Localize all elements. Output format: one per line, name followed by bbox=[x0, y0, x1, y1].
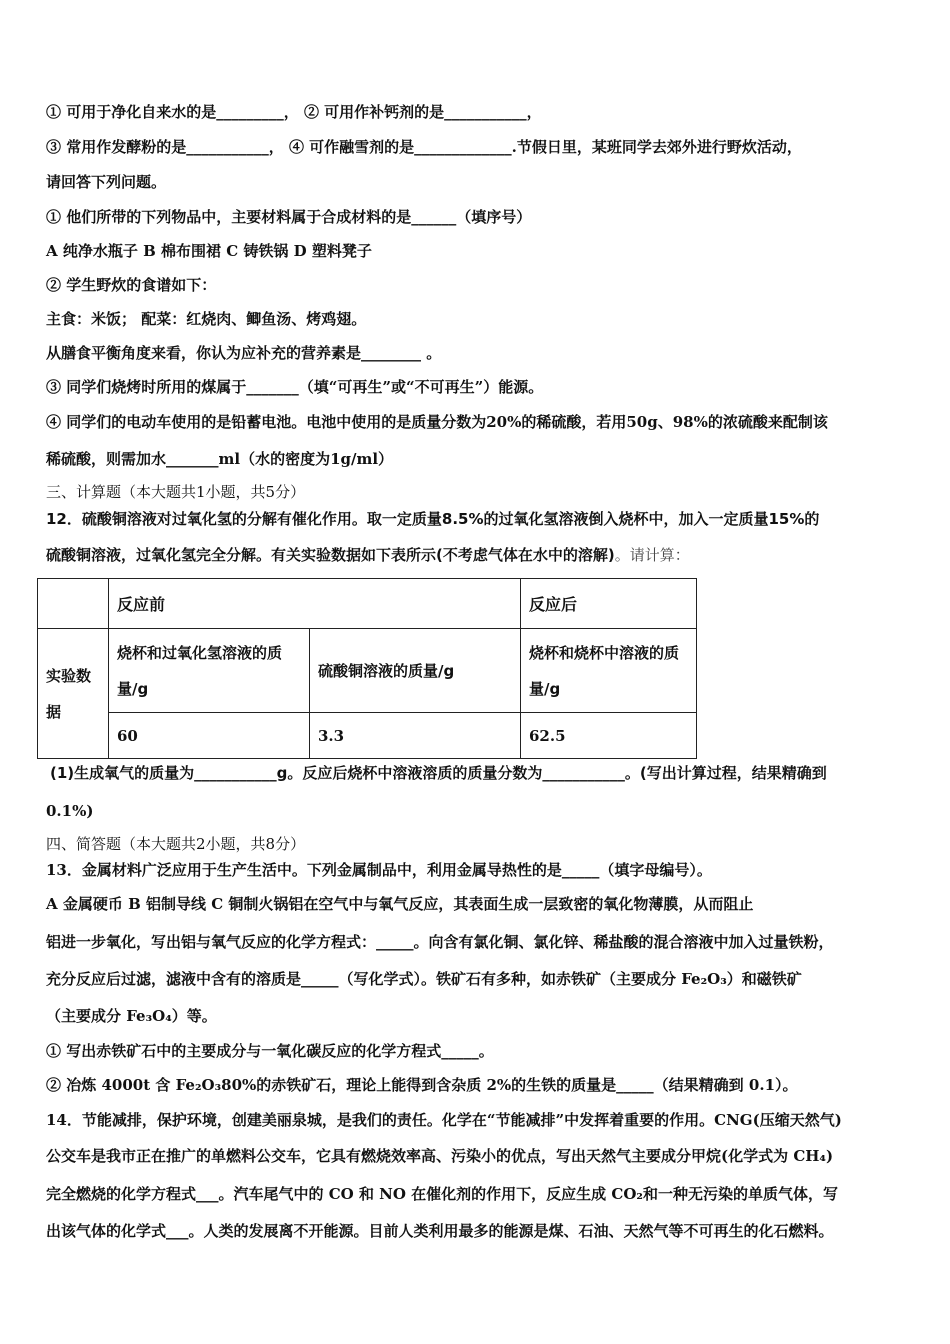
question-12-text bbox=[46, 545, 910, 565]
section-heading: 三、计算题（本大题共1小题，共5分） bbox=[46, 483, 306, 501]
question-12-subquestion: (1)生成氧气的质量为___________g。反应后烧杯中溶液溶质的质量分数为___________。(写出计算过程，结果精确到 bbox=[50, 764, 827, 782]
table-col-header: 烧杯和烧杯中溶液的质量/g bbox=[521, 629, 697, 713]
question-13-text: 充分反应后过滤，滤液中含有的溶质是_____（写化学式）。铁矿石有多种，如赤铁矿（主要成分 Fe₂O₃）和磁铁矿 bbox=[46, 970, 802, 988]
question-12-text-part: 硫酸铜溶液，过氧化氢完全分解。有关实验数据如下表所示(不考虑气体在水中的溶解) bbox=[46, 546, 615, 564]
question-line: 主食：米饭； 配菜：红烧肉、鲫鱼汤、烤鸡翅。 bbox=[46, 310, 367, 328]
table-row-label: 实验数据 bbox=[38, 629, 109, 759]
question-14-text: 14．节能减排，保护环境，创建美丽泉城，是我们的责任。化学在“节能减排”中发挥着重要的作用。CNG(压缩天然气) bbox=[46, 1111, 842, 1129]
table-col-header: 硫酸铜溶液的质量/g bbox=[310, 629, 521, 713]
question-line: 从膳食平衡角度来看，你认为应补充的营养素是________ 。 bbox=[46, 344, 442, 362]
options-line: A 纯净水瓶子 B 棉布围裙 C 铸铁锅 D 塑料凳子 bbox=[46, 242, 372, 260]
question-13-text: 13．金属材料广泛应用于生产生活中。下列金属制品中，利用金属导热性的是_____（填字母编号）。 bbox=[46, 861, 712, 879]
question-14-text: 出该气体的化学式___。人类的发展离不开能源。目前人类利用最多的能源是煤、石油、天然气等不可再生的化石燃料。 bbox=[46, 1222, 834, 1240]
section-heading: 四、简答题（本大题共2小题，共8分） bbox=[46, 835, 306, 853]
question-14-text: 完全燃烧的化学方程式___。汽车尾气中的 CO 和 NO 在催化剂的作用下，反应生成 CO₂和一种无污染的单质气体，写 bbox=[46, 1185, 838, 1203]
question-line: ② 学生野炊的食谱如下： bbox=[46, 276, 217, 294]
table-cell: 3.3 bbox=[310, 713, 521, 759]
question-line: ③ 常用作发酵粉的是___________， ④ 可作融雪剂的是_____________.节假日里，某班同学去郊外进行野炊活动， bbox=[46, 138, 802, 156]
question-13-text: 铝进一步氧化，写出铝与氧气反应的化学方程式：_____。向含有氯化铜、氯化锌、稀盐酸的混合溶液中加入过量铁粉， bbox=[46, 933, 834, 951]
table-header-after: 反应后 bbox=[521, 579, 697, 629]
question-line: ① 可用于净化自来水的是_________， ② 可用作补钙剂的是___________， bbox=[46, 103, 542, 121]
question-13-text: A 金属硬币 B 铝制导线 C 铜制火锅铝在空气中与氧气反应，其表面生成一层致密的氧化物薄膜，从而阻止 bbox=[46, 895, 754, 913]
question-13-text: ① 写出赤铁矿石中的主要成分与一氧化碳反应的化学方程式_____。 bbox=[46, 1042, 494, 1060]
question-line: 稀硫酸，则需加水_______ml（水的密度为1g/ml） bbox=[46, 450, 394, 468]
table-corner-cell bbox=[38, 579, 109, 629]
table-header-before: 反应前 bbox=[109, 579, 521, 629]
question-12-text: 12．硫酸铜溶液对过氧化氢的分解有催化作用。取一定质量8.5%的过氧化氢溶液倒入烧杯中，加入一定质量15%的 bbox=[46, 510, 820, 528]
experiment-data-table bbox=[37, 578, 697, 759]
table-col-header: 烧杯和过氧化氢溶液的质量/g bbox=[109, 629, 310, 713]
question-14-text: 公交车是我市正在推广的单燃料公交车，它具有燃烧效率高、污染小的优点，写出天然气主要成分甲烷(化学式为 CH₄) bbox=[46, 1147, 834, 1165]
question-line: ④ 同学们的电动车使用的是铅蓄电池。电池中使用的是质量分数为20%的稀硫酸，若用50g、98%的浓硫酸来配制该 bbox=[46, 413, 828, 431]
question-line: 请回答下列问题。 bbox=[46, 173, 167, 191]
question-12-prompt: 。请计算： bbox=[614, 546, 690, 564]
table-cell: 62.5 bbox=[521, 713, 697, 759]
question-12-subquestion: 0.1%) bbox=[46, 802, 94, 820]
table-cell: 60 bbox=[109, 713, 310, 759]
question-line: ① 他们所带的下列物品中，主要材料属于合成材料的是______（填序号） bbox=[46, 208, 532, 226]
question-13-text: ② 冶炼 4000t 含 Fe₂O₃80%的赤铁矿石，理论上能得到含杂质 2%的生铁的质量是_____（结果精确到 0.1）。 bbox=[46, 1076, 798, 1094]
question-line: ③ 同学们烧烤时所用的煤属于_______（填“可再生”或“不可再生”）能源。 bbox=[46, 378, 544, 396]
question-13-text: （主要成分 Fe₃O₄）等。 bbox=[46, 1007, 217, 1025]
